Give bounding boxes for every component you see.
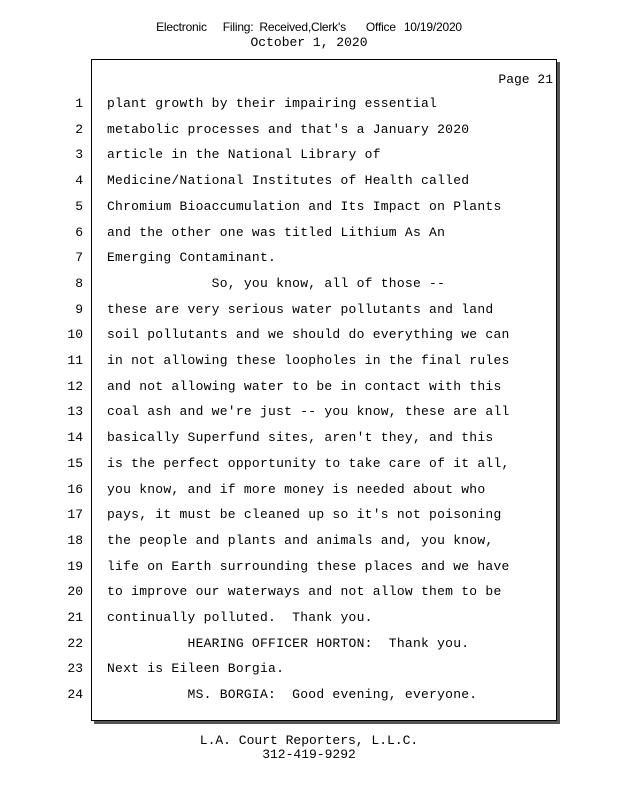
transcript-line: Emerging Contaminant. — [107, 250, 277, 265]
stamp-filing: Filing: — [222, 20, 254, 34]
line-number: 14 — [67, 430, 83, 445]
transcript-line: MS. BORGIA: Good evening, everyone. — [107, 687, 478, 702]
transcript-line: pays, it must be cleaned up so it's not poisoning — [107, 507, 502, 522]
line-number: 21 — [67, 610, 83, 625]
transcript-line: you know, and if more money is needed about who — [107, 482, 486, 497]
transcript-line: in not allowing these loopholes in the final rules — [107, 353, 510, 368]
transcript-line: to improve our waterways and not allow them to be — [107, 584, 502, 599]
line-number: 1 — [75, 96, 83, 111]
stamp-office: Office — [365, 20, 396, 34]
line-number: 17 — [67, 507, 83, 522]
stamp-received: Received,Clerk's — [259, 20, 346, 34]
transcript-line: continually polluted. Thank you. — [107, 610, 373, 625]
line-number: 8 — [75, 276, 83, 291]
transcript-line: soil pollutants and we should do everything we can — [107, 327, 510, 342]
page-number: Page 21 — [498, 72, 553, 87]
line-number: 20 — [67, 584, 83, 599]
line-number: 15 — [67, 456, 83, 471]
line-number: 2 — [75, 122, 83, 137]
line-number: 11 — [67, 353, 83, 368]
line-number: 7 — [75, 250, 83, 265]
transcript-line: Chromium Bioaccumulation and Its Impact on Plants — [107, 199, 502, 214]
transcript-line: basically Superfund sites, aren't they, and this — [107, 430, 494, 445]
transcript-line: coal ash and we're just -- you know, these are all — [107, 404, 510, 419]
transcript-line: and the other one was titled Lithium As An — [107, 225, 446, 240]
transcript-line: So, you know, all of those -- — [107, 276, 446, 291]
transcript-line: these are very serious water pollutants and land — [107, 302, 494, 317]
line-number: 18 — [67, 533, 83, 548]
line-number: 5 — [75, 199, 83, 214]
line-number: 23 — [67, 661, 83, 676]
line-number: 4 — [75, 173, 83, 188]
line-number: 13 — [67, 404, 83, 419]
transcript-line: HEARING OFFICER HORTON: Thank you. — [107, 636, 470, 651]
stamp-electronic: Electronic — [156, 20, 207, 34]
footer-phone: 312-419-9292 — [262, 747, 356, 762]
line-number: 3 — [75, 147, 83, 162]
line-number: 12 — [67, 379, 83, 394]
line-number: 22 — [67, 636, 83, 651]
line-number: 6 — [75, 225, 83, 240]
transcript-line: is the perfect opportunity to take care of it all, — [107, 456, 510, 471]
line-number: 19 — [67, 559, 83, 574]
transcript-line: life on Earth surrounding these places and we have — [107, 559, 510, 574]
transcript-date: October 1, 2020 — [250, 35, 368, 50]
transcript-line: Medicine/National Institutes of Health called — [107, 173, 470, 188]
filing-stamp — [0, 20, 618, 34]
transcript-line: plant growth by their impairing essential — [107, 96, 438, 111]
transcript-line: metabolic processes and that's a January 2020 — [107, 122, 470, 137]
transcript-line: Next is Eileen Borgia. — [107, 661, 285, 676]
line-number: 10 — [67, 327, 83, 342]
transcript-line: article in the National Library of — [107, 147, 381, 162]
transcript-line: the people and plants and animals and, you know, — [107, 533, 494, 548]
stamp-date: 10/19/2020 — [403, 20, 462, 34]
transcript-line: and not allowing water to be in contact with this — [107, 379, 502, 394]
footer-company: L.A. Court Reporters, L.L.C. — [199, 733, 419, 748]
line-number: 16 — [67, 482, 83, 497]
line-number: 24 — [67, 687, 83, 702]
line-number: 9 — [75, 302, 83, 317]
